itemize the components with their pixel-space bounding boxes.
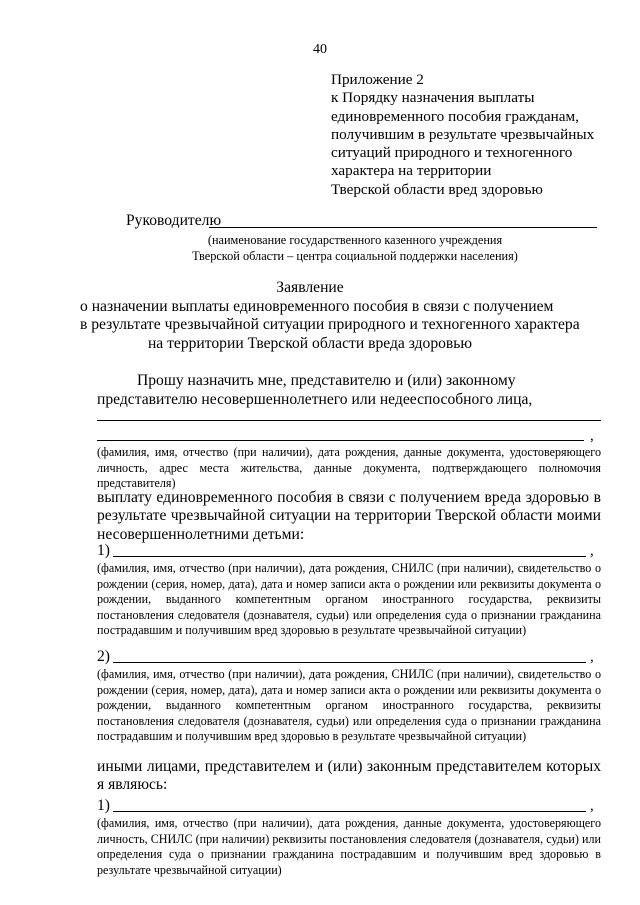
addressee-note [150,232,560,264]
child-1-number: 1) [97,542,110,559]
child-2-field-line [113,662,586,663]
annex-line: получившим в результате чрезвычайных [331,125,595,143]
other-1-number: 1) [97,797,110,814]
other-1-field-line [113,811,586,812]
annex-line: Приложение 2 [331,71,424,88]
other-1-note: (фамилия, имя, отчество (при наличии), дата рождения, данные документа, удостоверяющего личность, СНИЛС (при наличии) реквизиты постановления следователя (дознавателя, судьи) или определения суда о признании гражданина пострадавшим и получившим вред здоровью в результате чрезвычайной ситуации) [97,816,601,877]
annex-line: Тверской области вред здоровью [331,180,543,198]
comma: , [590,543,594,559]
request-line-2: представителю несовершеннолетнего или недееспособного лица, [97,391,533,408]
title-line: о назначении выплаты единовременного пособия в связи с получением [80,297,554,315]
title-line: Заявление [276,279,344,296]
comma: , [590,798,594,814]
annex-heading [331,71,631,199]
addressee-note-line: Тверской области – центра социальной поддержки населения) [192,249,518,263]
child-2-note: (фамилия, имя, отчество (при наличии), дата рождения, СНИЛС (при наличии), свидетельство о рождении (серия, номер, дата), дата и номер записи акта о рождении или реквизиты документа о рождении, выданного компетентным органом иностранного государства, реквизиты постановления следователя (дознавателя, судьи) или определения суда о признании гражданина пострадавшим и получившим вред здоровью в результате чрезвычайной ситуации) [97,667,601,744]
child-1-field-line [113,556,586,557]
addressee-label: Руководителю [126,212,222,229]
comma: , [590,428,594,444]
payment-text: выплату единовременного пособия в связи с получением вреда здоровью в результате чрезвычайной ситуации на территории Тверской области моими несовершеннолетними детьми: [97,489,601,543]
addressee-note-line: (наименование государственного казенного учреждения [207,233,503,247]
child-2-number: 2) [97,648,110,665]
applicant-field-line [97,420,601,421]
page-number: 40 [313,42,327,57]
child-1-note: (фамилия, имя, отчество (при наличии), дата рождения, СНИЛС (при наличии), свидетельство о рождении (серия, номер, дата), дата и номер записи акта о рождении или реквизиты документа о рождении, выданного компетентным органом иностранного государства, реквизиты постановления следователя (дознавателя, судьи) или определения суда о признании гражданина пострадавшим и получившим вред здоровью в результате чрезвычайной ситуации) [97,561,601,638]
title-line: в результате чрезвычайной ситуации природного и техногенного характера [80,316,580,333]
annex-line: единовременного пособия гражданам, [331,107,579,125]
title-line: на территории Тверской области вреда здоровью [147,334,473,352]
applicant-note: (фамилия, имя, отчество (при наличии), дата рождения, данные документа, удостоверяющего личность, адрес места жительства, данные документа, подтверждающего полномочия представителя) [97,445,601,491]
request-line-1: Прошу назначить мне, представителю и (или) законному [137,372,516,389]
annex-line: к Порядку назначения выплаты [331,89,535,107]
others-text: иными лицами, представителем и (или) законным представителем которых я являюсь: [97,758,601,794]
annex-line: характера на территории [331,162,492,180]
applicant-field-line [97,440,584,441]
addressee-field-line [209,227,597,228]
annex-line: ситуаций природного и техногенного [331,144,573,162]
comma: , [590,649,594,665]
document-title [80,279,580,353]
